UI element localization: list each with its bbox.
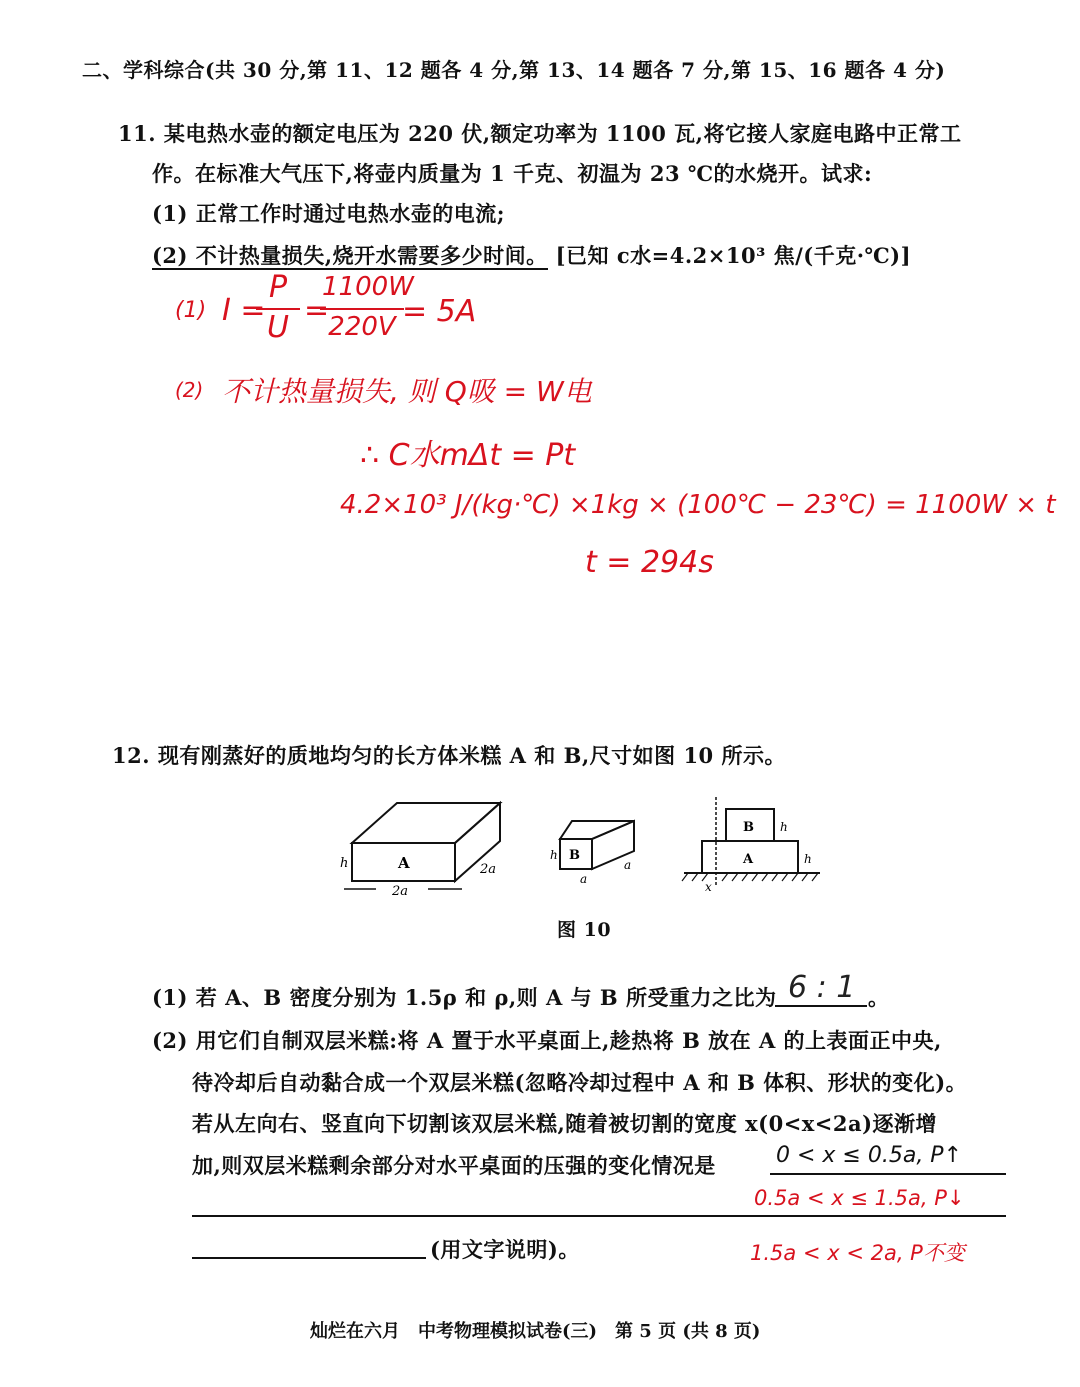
stack-b-h-label: h bbox=[780, 820, 788, 834]
stack-x-label: x bbox=[705, 880, 712, 894]
q11-ans1-label: (1) bbox=[175, 298, 207, 323]
stacked-cake bbox=[684, 797, 820, 885]
q11-ans2-line2: ∴ C水mΔt = Pt bbox=[360, 438, 576, 473]
stack-b-label: B bbox=[743, 820, 754, 835]
q11-sub2-given: [已知 c水=4.2×10³ 焦/(千克·℃)] bbox=[555, 243, 912, 268]
cake-a bbox=[352, 803, 500, 881]
cake-b-depth-label: a bbox=[624, 858, 632, 872]
q11-ans1-lhs: I = bbox=[222, 293, 266, 328]
section-header: 二、学科综合(共 30 分,第 11、12 题各 4 分,第 13、14 题各 7 分,第 15、16 题各 4 分) bbox=[82, 58, 946, 82]
q12-part1-text: (1) 若 A、B 密度分别为 1.5ρ 和 ρ,则 A 与 B 所受重力之比为 bbox=[152, 985, 777, 1010]
figure-10 bbox=[330, 795, 830, 900]
q12-part2-line4: 加,则双层米糕剩余部分对水平桌面的压强的变化情况是 bbox=[192, 1153, 716, 1178]
q11-sub2 bbox=[152, 240, 911, 270]
q11-ans1-result: = 5A bbox=[402, 294, 477, 329]
q12-part2-blank-1 bbox=[770, 1173, 1006, 1175]
q12-stem: 12. 现有刚蒸好的质地均匀的长方体米糕 A 和 B,尺寸如图 10 所示。 bbox=[112, 743, 786, 768]
q12-part1-blank bbox=[775, 1005, 867, 1007]
page-footer: 灿烂在六月 中考物理模拟试卷(三) 第 5 页 (共 8 页) bbox=[310, 1321, 761, 1342]
q12-part2-end: (用文字说明)。 bbox=[430, 1237, 580, 1262]
cake-b-width-label: a bbox=[580, 872, 588, 886]
figure-10-caption: 图 10 bbox=[557, 919, 612, 941]
cake-b-label: B bbox=[569, 848, 580, 863]
q11-sub1: (1) 正常工作时通过电热水壶的电流; bbox=[152, 201, 506, 226]
cake-a-h-label: h bbox=[340, 856, 349, 871]
q12-part1-end: 。 bbox=[868, 985, 890, 1010]
q12-part2-line3: 若从左向右、竖直向下切割该双层米糕,随着被切割的宽度 x(0<x<2a)逐渐增 bbox=[192, 1111, 938, 1136]
cake-a-width-label: 2a bbox=[392, 884, 409, 899]
q12-part2-answer-2: 0.5a < x ≤ 1.5a, P↓ bbox=[754, 1186, 965, 1210]
stack-a-label: A bbox=[743, 852, 754, 867]
q12-part2-line1: (2) 用它们自制双层米糕:将 A 置于水平桌面上,趁热将 B 放在 A 的上表面正中央, bbox=[152, 1028, 942, 1053]
q11-ans1-f1-den: U bbox=[267, 310, 289, 345]
q11-ans2-line3: 4.2×10³ J/(kg·℃) ×1kg × (100℃ − 23℃) = 1100W × t bbox=[340, 490, 1056, 520]
q12-part2-blank-2 bbox=[192, 1215, 1006, 1217]
q11-ans1-f1-num: P bbox=[268, 270, 288, 305]
q11-sub2-prefix: (2) 不计热量损失,烧开水需要多少时间。 bbox=[152, 243, 548, 268]
stack-a-h-label: h bbox=[804, 852, 812, 866]
q12-part2-answer-3: 1.5a < x < 2a, P不变 bbox=[750, 1241, 965, 1265]
q11-ans1-f2-den: 220V bbox=[328, 312, 396, 342]
q11-ans2-label: (2) bbox=[175, 378, 204, 402]
q12-part2-answer-1: 0 < x ≤ 0.5a, P↑ bbox=[776, 1143, 963, 1168]
q11-ans1-eq: = bbox=[304, 293, 330, 328]
q11-ans1-f2-bar bbox=[320, 308, 404, 310]
q11-line1: 11. 某电热水壶的额定电压为 220 伏,额定功率为 1100 瓦,将它接人家庭电路中正常工 bbox=[118, 121, 962, 146]
q12-part1-answer: 6 : 1 bbox=[788, 970, 856, 1005]
cake-b-h-label: h bbox=[550, 848, 558, 862]
q11-ans1-f2-num: 1100W bbox=[322, 272, 414, 302]
q12-part2-line2: 待冷却后自动黏合成一个双层米糕(忽略冷却过程中 A 和 B 体积、形状的变化)。 bbox=[192, 1070, 968, 1095]
q11-ans2-line4: t = 294s bbox=[585, 545, 714, 580]
q11-ans2-line1: 不计热量损失, 则 Q吸 = W电 bbox=[222, 375, 592, 408]
cake-a-depth-label: 2a bbox=[480, 862, 497, 877]
q11-line2: 作。在标准大气压下,将壶内质量为 1 千克、初温为 23 ℃的水烧开。试求: bbox=[152, 161, 873, 186]
cake-a-label: A bbox=[398, 854, 410, 872]
q12-part2-blank-3 bbox=[192, 1257, 426, 1259]
